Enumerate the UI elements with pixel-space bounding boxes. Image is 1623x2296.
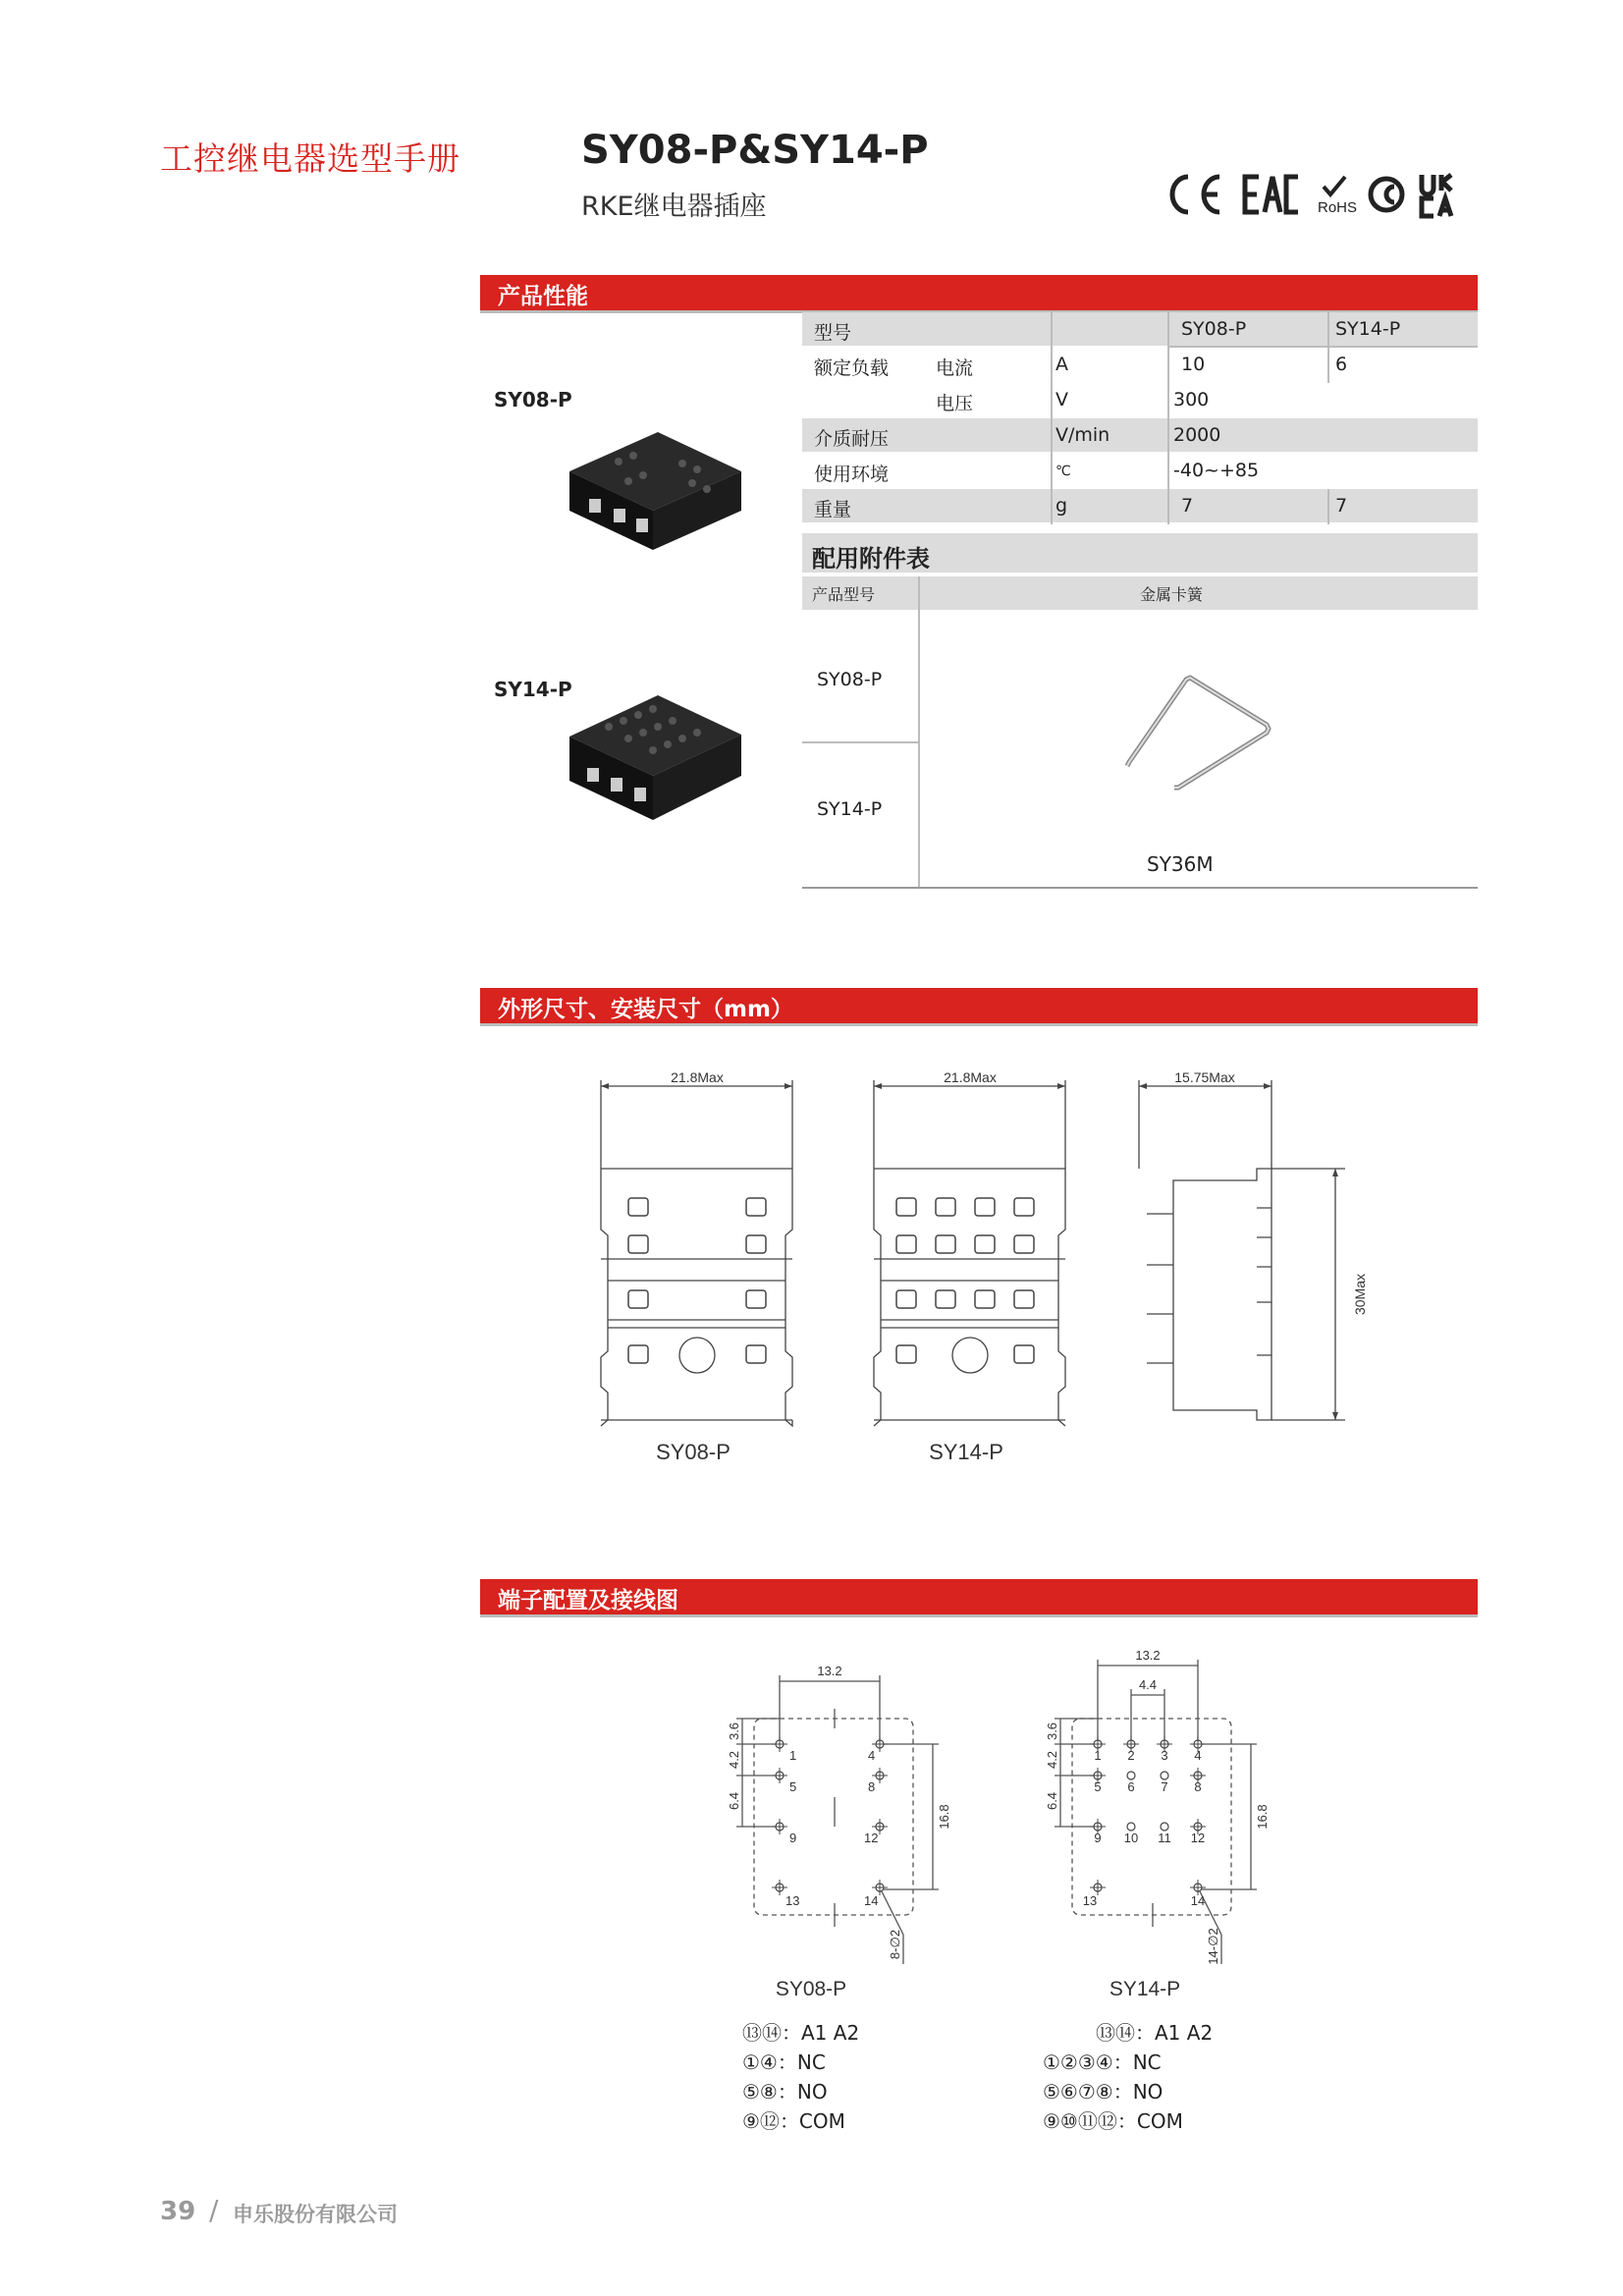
legend-row: ⑬⑭：A1 A2	[742, 2021, 860, 2045]
page-number: 39	[160, 2197, 196, 2226]
sy14-socket-photo	[560, 678, 746, 835]
pin-r-12: 12	[1190, 1831, 1206, 1845]
pin-13: 13	[785, 1893, 800, 1908]
spring-clip-image	[1119, 668, 1276, 805]
table-divider	[1327, 489, 1329, 524]
accessory-row-sy08: SY08-P	[817, 669, 883, 690]
dimension-drawings	[589, 1070, 1375, 1483]
accessory-title-row	[802, 533, 1478, 573]
table-divider	[1167, 312, 1169, 524]
ce-logo	[1172, 177, 1219, 212]
pin-r-2: 2	[1127, 1748, 1135, 1763]
table-divider	[1327, 312, 1329, 383]
footer-separator: /	[209, 2194, 219, 2226]
environment-label: 使用环境	[814, 464, 890, 485]
current-unit: A	[1055, 354, 1068, 375]
dim-left-64-r: 6.4	[1045, 1791, 1059, 1811]
table-rule	[1167, 346, 1478, 348]
rated-load-label: 额定负载	[814, 357, 890, 379]
pin-r-8: 8	[1194, 1779, 1202, 1794]
page-subtitle: RKE继电器插座	[581, 191, 767, 222]
accessory-title: 配用附件表	[812, 545, 930, 573]
page-title: SY08-P&SY14-P	[581, 128, 929, 173]
table-divider	[1051, 312, 1053, 524]
pin-r-4: 4	[1194, 1748, 1202, 1763]
dim-width-side: 15.75Max	[1174, 1070, 1235, 1085]
section-title: 外形尺寸、安装尺寸（mm）	[498, 997, 793, 1022]
catalog-title: 工控继电器选型手册	[160, 139, 460, 178]
pin-r-1: 1	[1094, 1748, 1102, 1763]
voltage-value: 300	[1173, 389, 1210, 410]
accessory-col-part: 金属卡簧	[1140, 585, 1204, 604]
legend-sy08	[742, 2018, 859, 2136]
certification-logos	[1159, 165, 1483, 224]
weight-unit: g	[1055, 495, 1068, 517]
pin-5: 5	[789, 1779, 797, 1794]
wiring-label-sy14: SY14-P	[1109, 1978, 1181, 2000]
ukca-logo	[1422, 175, 1451, 216]
spec-header-row	[802, 312, 1478, 348]
dim-left-36: 3.6	[727, 1722, 741, 1741]
legend-row: ⑤⑧：NO	[742, 2080, 828, 2104]
header-sy08: SY08-P	[1181, 318, 1247, 340]
drawing-label-sy08: SY08-P	[656, 1440, 730, 1464]
dielectric-unit: V/min	[1055, 424, 1110, 446]
product-label-sy08: SY08-P	[494, 388, 572, 411]
dim-left-42-r: 4.2	[1045, 1750, 1059, 1770]
weight-sy14: 7	[1335, 495, 1348, 517]
pin-r-3: 3	[1161, 1748, 1168, 1763]
accessory-col-model: 产品型号	[812, 585, 876, 604]
section-title: 端子配置及接线图	[498, 1588, 678, 1613]
dim-left-64: 6.4	[727, 1791, 741, 1811]
pin-4: 4	[868, 1748, 876, 1763]
spec-environment-row	[802, 454, 1478, 489]
product-label-sy14: SY14-P	[494, 678, 572, 701]
dim-height: 30Max	[1352, 1273, 1368, 1316]
wiring-label-sy08: SY08-P	[775, 1978, 847, 2000]
accessory-row-rule	[802, 741, 918, 743]
pin-r-13: 13	[1082, 1893, 1098, 1908]
pin-r-10: 10	[1123, 1831, 1139, 1845]
pin-r-6: 6	[1127, 1779, 1135, 1794]
legend-row: ⑤⑥⑦⑧：NO	[1043, 2080, 1163, 2104]
eac-logo	[1245, 177, 1298, 212]
ccc-logo	[1371, 179, 1402, 210]
current-sy08: 10	[1181, 354, 1206, 375]
accessory-row-sy14: SY14-P	[817, 798, 883, 820]
company-name: 申乐股份有限公司	[233, 2203, 398, 2226]
rohs-logo	[1318, 177, 1357, 216]
accessory-part-name: SY36M	[1147, 852, 1214, 876]
header-sy14: SY14-P	[1335, 318, 1401, 340]
pin-14: 14	[864, 1893, 879, 1908]
drawing-label-sy14: SY14-P	[929, 1440, 1003, 1464]
dim-top2-right: 4.4	[1138, 1677, 1158, 1692]
header-model: 型号	[814, 322, 852, 344]
dim-hole-right: 14-∅2	[1206, 1928, 1220, 1965]
pin-8: 8	[868, 1779, 876, 1794]
legend-row: ⑬⑭：A1 A2	[1096, 2021, 1214, 2045]
dim-top-right: 13.2	[1135, 1648, 1161, 1663]
pin-r-5: 5	[1094, 1779, 1102, 1794]
pin-9: 9	[789, 1831, 797, 1845]
dim-left-42: 4.2	[727, 1750, 741, 1770]
dim-left-36-r: 3.6	[1045, 1722, 1059, 1741]
dim-right-left: 16.8	[937, 1804, 951, 1830]
section-title: 产品性能	[498, 284, 588, 309]
environment-unit: ℃	[1055, 464, 1071, 479]
current-label: 电流	[936, 357, 974, 379]
pin-r-9: 9	[1094, 1831, 1102, 1845]
legend-row: ①②③④：NC	[1043, 2050, 1162, 2074]
dim-top-left: 13.2	[817, 1664, 842, 1678]
pin-r-7: 7	[1161, 1779, 1168, 1794]
rohs-text: RoHS	[1318, 199, 1358, 216]
section-bar-performance	[480, 275, 1478, 313]
legend-row: ①④：NC	[742, 2050, 826, 2074]
pin-1: 1	[789, 1748, 797, 1763]
spec-weight-row	[802, 489, 1478, 524]
pin-r-11: 11	[1158, 1831, 1171, 1845]
wiring-diagrams	[687, 1640, 1306, 2003]
dielectric-value: 2000	[1173, 424, 1221, 446]
pin-r-14: 14	[1190, 1893, 1206, 1908]
accessory-divider	[918, 576, 920, 889]
section-bar-dimensions	[480, 988, 1478, 1026]
legend-row: ⑨⑫：COM	[742, 2109, 845, 2133]
current-sy14: 6	[1335, 354, 1348, 375]
pin-12: 12	[864, 1831, 879, 1845]
voltage-unit: V	[1055, 389, 1068, 410]
dim-right-right: 16.8	[1255, 1804, 1270, 1830]
weight-sy08: 7	[1181, 495, 1194, 517]
section-bar-wiring	[480, 1579, 1478, 1617]
weight-label: 重量	[814, 499, 852, 520]
spec-dielectric-row	[802, 418, 1478, 454]
spec-voltage-row	[802, 383, 1478, 418]
dim-hole-left: 8-∅2	[888, 1929, 902, 1960]
environment-value: -40~+85	[1173, 460, 1260, 481]
dim-width-sy14: 21.8Max	[944, 1070, 997, 1085]
voltage-label: 电压	[936, 393, 974, 414]
accessory-bottom-rule	[802, 887, 1478, 889]
legend-sy14	[1043, 2018, 1213, 2136]
spec-current-row	[802, 348, 1478, 383]
accessory-header-row	[802, 576, 1478, 610]
sy08-socket-photo	[560, 412, 746, 560]
legend-row: ⑨⑩⑪⑫：COM	[1043, 2109, 1183, 2133]
dielectric-label: 介质耐压	[814, 428, 890, 450]
dim-width-sy08: 21.8Max	[671, 1070, 724, 1085]
